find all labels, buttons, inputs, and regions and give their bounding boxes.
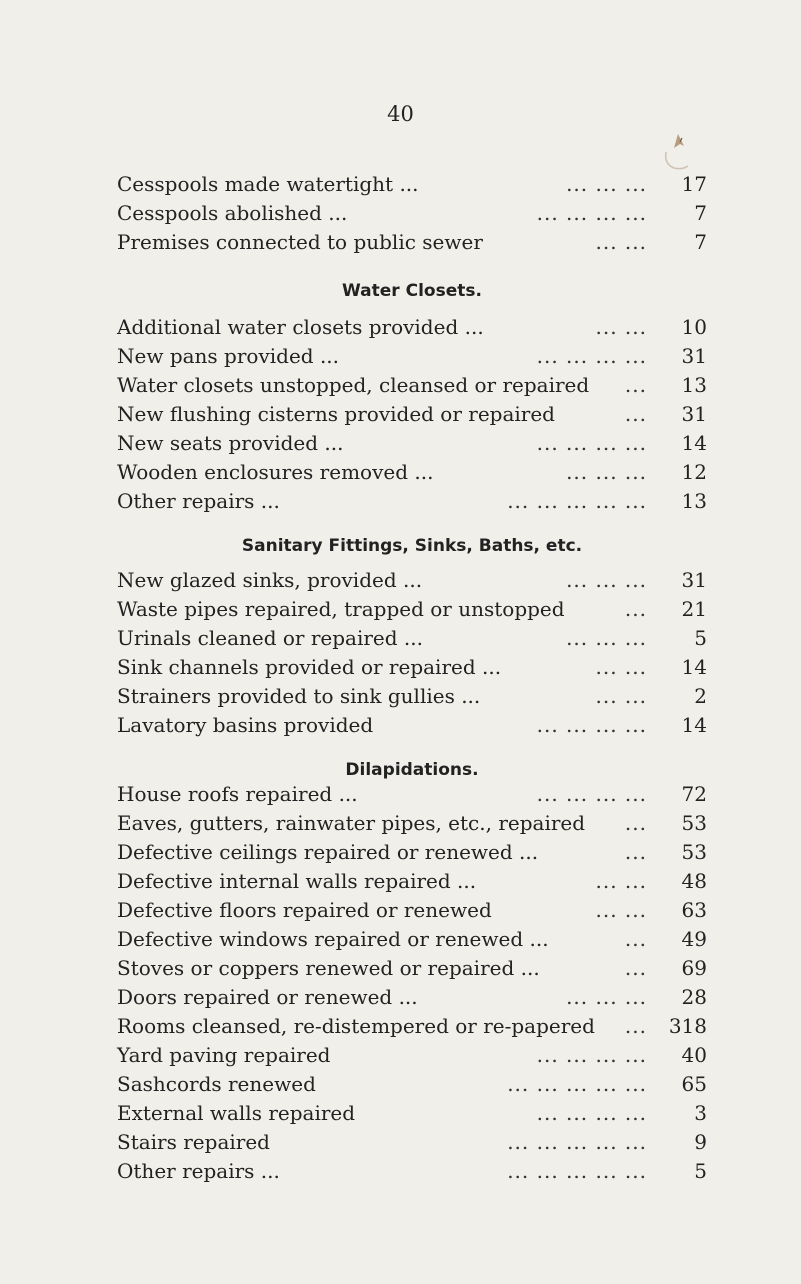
- item-label: Waste pipes repaired, trapped or unstopped: [117, 597, 565, 621]
- item-value: 63: [681, 898, 707, 922]
- item-value: 21: [681, 597, 707, 621]
- item-label: House roofs repaired ...: [117, 782, 358, 806]
- item-value: 31: [681, 568, 707, 592]
- list-item: [117, 170, 707, 199]
- page-number: 40: [387, 102, 414, 126]
- item-value: 28: [681, 985, 707, 1009]
- item-value: 53: [681, 840, 707, 864]
- item-label: Other repairs ...: [117, 1159, 280, 1183]
- list-item: [117, 867, 707, 896]
- item-label: Stairs repaired: [117, 1130, 270, 1154]
- list-item: [117, 925, 707, 954]
- list-item: [117, 342, 707, 371]
- leader-dots: ... ... ...: [566, 985, 647, 1009]
- item-label: Yard paving repaired: [117, 1043, 331, 1067]
- item-label: New pans provided ...: [117, 344, 340, 368]
- list-item: [117, 371, 707, 400]
- water-closets-section: [117, 281, 707, 516]
- section-heading: Water Closets.: [342, 281, 482, 301]
- item-label: Wooden enclosures removed ...: [117, 460, 434, 484]
- list-item: [117, 653, 707, 682]
- leader-dots: ... ... ...: [566, 568, 647, 592]
- item-value: 12: [681, 460, 707, 484]
- item-label: Premises connected to public sewer: [117, 230, 483, 254]
- item-value: 14: [681, 431, 707, 455]
- list-item: [117, 1157, 707, 1186]
- leader-dots: ... ... ... ...: [536, 713, 647, 737]
- list-item: [117, 711, 707, 740]
- item-value: 5: [694, 626, 707, 650]
- item-value: 3: [694, 1101, 707, 1125]
- item-value: 2: [694, 684, 707, 708]
- list-item: [117, 1128, 707, 1157]
- list-item: [117, 429, 707, 458]
- leader-dots: ...: [624, 373, 647, 397]
- leader-dots: ...: [624, 597, 647, 621]
- item-value: 40: [681, 1043, 707, 1067]
- list-item: [117, 487, 707, 516]
- list-item: [117, 199, 707, 228]
- leader-dots: ...: [624, 840, 647, 864]
- section-heading: Sanitary Fittings, Sinks, Baths, etc.: [241, 536, 583, 556]
- item-label: Cesspools abolished ...: [117, 201, 348, 225]
- leader-dots: ...: [624, 402, 647, 426]
- leader-dots: ... ... ... ... ...: [507, 1159, 647, 1183]
- item-label: External walls repaired: [117, 1101, 356, 1125]
- leader-dots: ... ... ...: [566, 460, 647, 484]
- item-value: 31: [681, 402, 707, 426]
- leader-dots: ... ... ...: [566, 626, 647, 650]
- list-item: [117, 400, 707, 429]
- item-label: New glazed sinks, provided ...: [117, 568, 423, 592]
- leader-dots: ...: [624, 1014, 647, 1038]
- item-value: 7: [694, 230, 707, 254]
- item-label: New seats provided ...: [117, 431, 344, 455]
- list-item: [117, 458, 707, 487]
- item-value: 65: [681, 1072, 707, 1096]
- item-label: New flushing cisterns provided or repaired: [117, 402, 555, 426]
- leader-dots: ... ...: [595, 684, 647, 708]
- item-label: Defective internal walls repaired ...: [117, 869, 477, 893]
- list-item: [117, 1070, 707, 1099]
- leader-dots: ... ...: [595, 230, 647, 254]
- leader-dots: ... ...: [595, 315, 647, 339]
- leader-dots: ... ...: [595, 898, 647, 922]
- item-value: 69: [681, 956, 707, 980]
- leader-dots: ... ... ...: [566, 172, 647, 196]
- list-item: [117, 954, 707, 983]
- list-item: [117, 1012, 707, 1041]
- item-value: 31: [681, 344, 707, 368]
- item-value: 17: [681, 172, 707, 196]
- list-item: [117, 566, 707, 595]
- item-label: Stoves or coppers renewed or repaired ...: [117, 956, 540, 980]
- item-label: Rooms cleansed, re-distempered or re-papered: [117, 1014, 595, 1038]
- item-label: Doors repaired or renewed ...: [117, 985, 418, 1009]
- item-label: Defective ceilings repaired or renewed ...: [117, 840, 539, 864]
- item-label: Lavatory basins provided: [117, 713, 374, 737]
- item-value: 14: [681, 713, 707, 737]
- item-value: 72: [681, 782, 707, 806]
- list-item: [117, 809, 707, 838]
- leader-dots: ... ... ... ...: [536, 344, 647, 368]
- leader-dots: ... ... ... ... ...: [507, 1130, 647, 1154]
- dilapidations-section: [117, 760, 707, 1186]
- leader-dots: ... ... ... ...: [536, 431, 647, 455]
- report-content: [117, 170, 707, 1186]
- item-label: Urinals cleaned or repaired ...: [117, 626, 423, 650]
- item-label: Other repairs ...: [117, 489, 280, 513]
- list-item: [117, 838, 707, 867]
- item-label: Additional water closets provided ...: [117, 315, 484, 339]
- item-value: 53: [681, 811, 707, 835]
- intro-section: [117, 170, 707, 257]
- sanitary-fittings-section: [117, 536, 707, 740]
- item-value: 13: [681, 373, 707, 397]
- item-value: 318: [668, 1014, 707, 1038]
- leader-dots: ... ...: [595, 869, 647, 893]
- item-label: Defective windows repaired or renewed ...: [117, 927, 549, 951]
- leader-dots: ... ... ... ... ...: [507, 489, 647, 513]
- leader-dots: ... ... ... ... ...: [507, 1072, 647, 1096]
- list-item: [117, 780, 707, 809]
- list-item: [117, 682, 707, 711]
- list-item: [117, 983, 707, 1012]
- item-value: 13: [681, 489, 707, 513]
- item-value: 10: [681, 315, 707, 339]
- item-label: Cesspools made watertight ...: [117, 172, 419, 196]
- leader-dots: ... ... ... ...: [536, 1101, 647, 1125]
- list-item: [117, 1099, 707, 1128]
- list-item: [117, 1041, 707, 1070]
- item-value: 48: [681, 869, 707, 893]
- item-label: Defective floors repaired or renewed: [117, 898, 492, 922]
- item-value: 49: [681, 927, 707, 951]
- leader-dots: ... ... ... ...: [536, 201, 647, 225]
- list-item: [117, 228, 707, 257]
- list-item: [117, 595, 707, 624]
- leader-dots: ... ... ... ...: [536, 1043, 647, 1067]
- leader-dots: ...: [624, 811, 647, 835]
- leader-dots: ...: [624, 956, 647, 980]
- item-label: Sashcords renewed: [117, 1072, 316, 1096]
- leader-dots: ...: [624, 927, 647, 951]
- item-label: Strainers provided to sink gullies ...: [117, 684, 481, 708]
- leader-dots: ... ...: [595, 655, 647, 679]
- item-label: Water closets unstopped, cleansed or repaired: [117, 373, 590, 397]
- leader-dots: ... ... ... ...: [536, 782, 647, 806]
- item-value: 14: [681, 655, 707, 679]
- section-heading: Dilapidations.: [345, 760, 479, 780]
- item-value: 5: [694, 1159, 707, 1183]
- item-label: Eaves, gutters, rainwater pipes, etc., repaired: [117, 811, 586, 835]
- item-label: Sink channels provided or repaired ...: [117, 655, 502, 679]
- item-value: 9: [694, 1130, 707, 1154]
- list-item: [117, 896, 707, 925]
- list-item: [117, 624, 707, 653]
- list-item: [117, 313, 707, 342]
- item-value: 7: [694, 201, 707, 225]
